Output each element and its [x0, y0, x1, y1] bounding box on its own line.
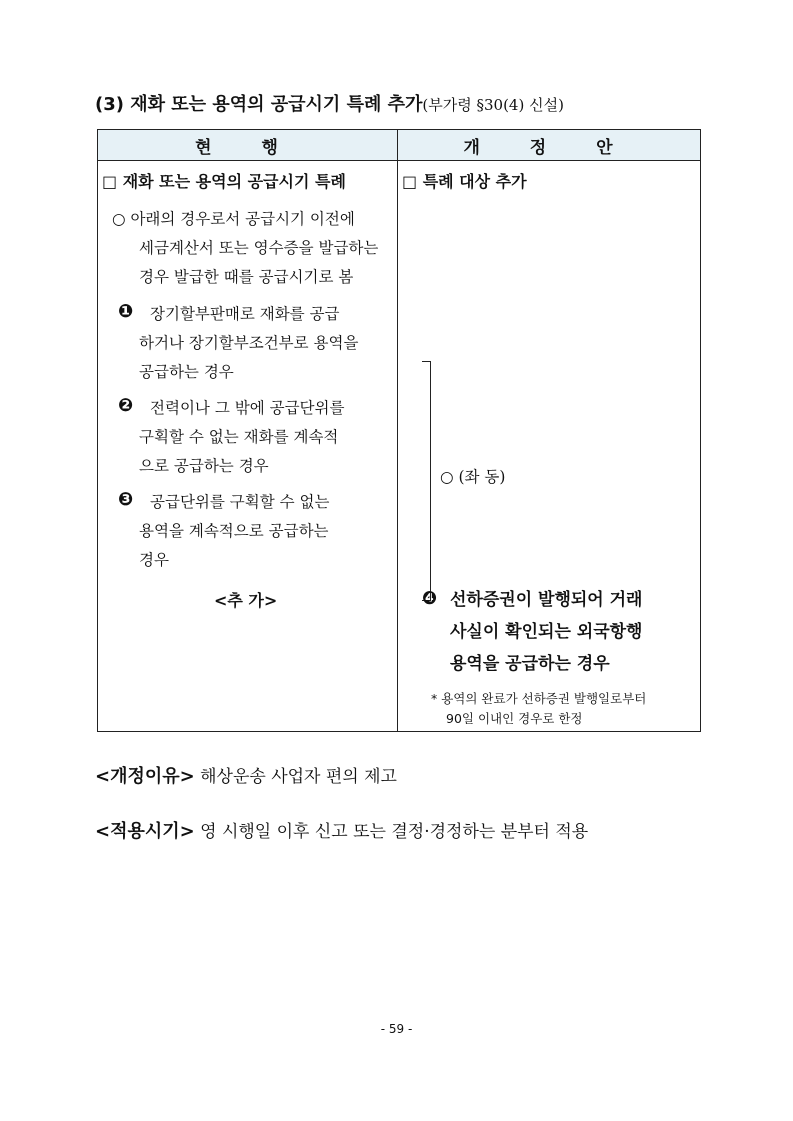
proposed-column	[398, 161, 701, 732]
timing-line	[95, 817, 588, 843]
item-2-line-2: 구획할 수 없는 재화를 계속적	[139, 428, 339, 446]
current-section-title: □ 재화 또는 용역의 공급시기 특례	[102, 172, 346, 191]
item-1-number: ❶	[118, 301, 134, 322]
added-marker: <추 가>	[214, 591, 278, 610]
header-proposed: 개 정 안	[398, 130, 701, 161]
item-3-line-3: 경우	[139, 551, 169, 569]
new-item-line-3: 용역을 공급하는 경우	[450, 654, 610, 674]
header-current: 현 행	[98, 130, 398, 161]
item-3-line-1: 공급단위를 구획할 수 없는	[150, 493, 330, 511]
item-3-line-2: 용역을 계속적으로 공급하는	[139, 522, 329, 540]
same-as-left-bracket	[422, 361, 431, 601]
proposed-section-title: □ 특례 대상 추가	[402, 172, 527, 191]
note-line-1: * 용역의 완료가 선하증권 발행일로부터	[431, 691, 647, 706]
section-title-main: (3) 재화 또는 용역의 공급시기 특례 추가	[95, 94, 423, 115]
new-item-number: ❹	[422, 588, 438, 609]
intro-line-2: 세금계산서 또는 영수증을 발급하는	[139, 239, 379, 257]
timing-label: <적용시기>	[95, 821, 195, 842]
reason-text: 해상운송 사업자 편의 제고	[200, 767, 397, 787]
item-2-number: ❷	[118, 395, 134, 416]
item-2-line-3: 으로 공급하는 경우	[139, 457, 269, 475]
new-item-line-1: 선하증권이 발행되어 거래	[450, 590, 643, 610]
new-item-line-2: 사실이 확인되는 외국항행	[450, 622, 643, 642]
intro-line-3: 경우 발급한 때를 공급시기로 봄	[139, 268, 354, 286]
item-1-line-3: 공급하는 경우	[139, 363, 234, 381]
item-1-line-1: 장기할부판매로 재화를 공급	[150, 305, 340, 323]
reason-line	[95, 762, 397, 788]
section-title	[95, 90, 735, 116]
intro-line-1: ○ 아래의 경우로서 공급시기 이전에	[112, 210, 355, 228]
timing-text: 영 시행일 이후 신고 또는 결정·경정하는 분부터 적용	[200, 822, 589, 842]
section-title-ref: (부가령 §30(4) 신설)	[422, 96, 564, 114]
item-2-line-1: 전력이나 그 밖에 공급단위를	[150, 399, 345, 417]
note-line-2: 90일 이내인 경우로 한정	[446, 711, 583, 726]
same-as-left-text: ○ (좌 동)	[440, 468, 506, 486]
current-column	[98, 161, 398, 732]
reason-label: <개정이유>	[95, 766, 195, 787]
page-number: - 59 -	[380, 1022, 413, 1036]
item-1-line-2: 하거나 장기할부조건부로 용역을	[139, 334, 359, 352]
item-3-number: ❸	[118, 489, 134, 510]
comparison-table	[97, 129, 701, 732]
